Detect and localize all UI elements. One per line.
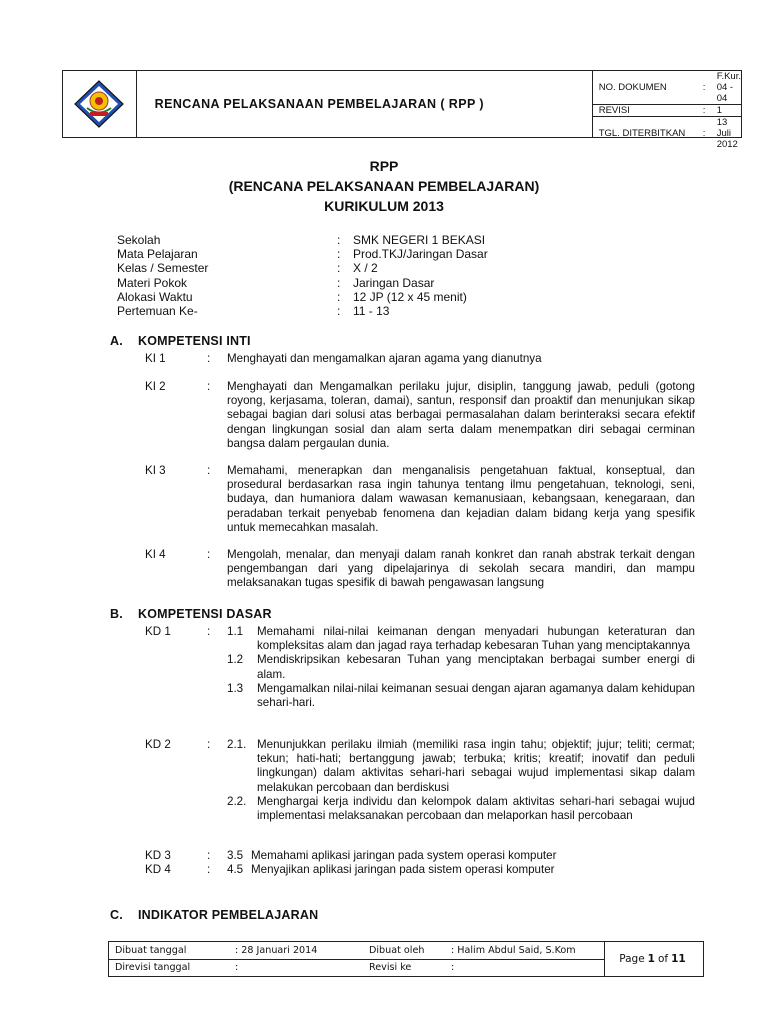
identity-row (117, 290, 653, 304)
section-title: INDIKATOR PEMBELAJARAN (138, 908, 319, 922)
ki-text: Memahami, menerapkan dan menganalisis pengetahuan faktual, konseptual, dan prosedural berdasarkan rasa ingin tahunya tentang ilmu pengetahuan, teknologi, seni, budaya, dan humaniora dalam wawasan kemanusiaan, kebangsaan, kenegaraan, dan peradaban terkait penyebab fenomena dan kejadian dalam bidang kerja yang spesifik untuk memecahkan masalah. (227, 464, 695, 534)
school-logo (73, 79, 125, 129)
kd-item (227, 795, 695, 823)
kd-items (227, 863, 695, 877)
kd-number: 3.5 (227, 849, 244, 862)
identity-label: Pertemuan Ke- (117, 304, 198, 319)
section-letter: C. (110, 908, 123, 922)
identity-colon: : (337, 289, 341, 304)
logo-cell (63, 71, 137, 137)
footer-value: : (451, 962, 455, 974)
kd-number: 2.1. (227, 738, 247, 751)
kd-item (227, 849, 695, 863)
footer-label: Direvisi tanggal (115, 962, 191, 974)
kd-text: Menghargai kerja individu dan kelompok dalam aktivitas sehari-hari sebagai wujud implementasi melaksanakan percobaan dan melaporkan hasil percobaan (257, 794, 695, 823)
ki-label: KI 2 (145, 380, 166, 393)
page-indicator (605, 942, 703, 976)
kd-item (227, 863, 695, 877)
kd-items (227, 738, 695, 823)
identity-colon: : (337, 247, 341, 262)
identity-colon: : (337, 261, 341, 276)
section-b-heading (110, 607, 272, 621)
ki-colon: : (207, 548, 211, 561)
kd-text: Mengamalkan nilai-nilai keimanan sesuai dengan ajaran agamanya dalam kehidupan sehari-hari. (257, 681, 695, 710)
ki-4 (145, 548, 695, 591)
meta-label: TGL. DITERBITKAN (598, 128, 686, 140)
kd-3 (145, 849, 695, 863)
document-title (0, 156, 768, 216)
identity-label: Kelas / Semester (117, 261, 209, 276)
identity-label: Materi Pokok (117, 275, 188, 290)
kd-label: KD 2 (145, 738, 171, 751)
kd-label: KD 3 (145, 849, 171, 862)
meta-label: REVISI (598, 105, 630, 116)
section-c-heading (110, 908, 318, 922)
title-line-3: KURIKULUM 2013 (324, 198, 444, 214)
identity-row (117, 247, 653, 261)
section-a-heading (110, 334, 251, 348)
identity-value: X / 2 (353, 261, 378, 276)
identity-row (117, 261, 653, 275)
kd-text: Mendiskripsikan kebesaran Tuhan yang menciptakan berbagai sumber energi di alam. (257, 653, 695, 681)
footer-value: : 28 Januari 2014 (235, 944, 318, 956)
kd-text: Menunjukkan perilaku ilmiah (memiliki rasa ingin tahu; objektif; jujur; teliti; cermat; tekun; hati-hati; bertanggung jawab; terbuka; kritis; kreatif; inovatif dan peduli lingkungan) dalam aktivitas sehari-hari sebagai wujud implementasi sikap dalam melakukan percobaan dan berdiskusi (257, 738, 695, 794)
kd-items (227, 625, 695, 710)
kd-text: Memahami aplikasi jaringan pada system operasi komputer (251, 849, 557, 862)
identity-value: SMK NEGERI 1 BEKASI (353, 233, 486, 247)
ki-colon: : (207, 464, 211, 477)
identity-value: 12 JP (12 x 45 menit) (353, 289, 467, 304)
identity-row (117, 276, 653, 290)
footer-info (109, 942, 605, 976)
meta-value: 13 Juli 2012 (716, 117, 738, 151)
ki-colon: : (207, 380, 211, 393)
identity-value: Jaringan Dasar (353, 275, 435, 290)
ki-label: KI 4 (145, 548, 166, 561)
kd-text: Memahami nilai-nilai keimanan dengan menyadari hubungan keteraturan dan kompleksitas alam dan jagad raya terhadap kebesaran Tuhan yang menciptakannya (257, 625, 695, 653)
ki-2 (145, 380, 695, 451)
ki-label: KI 3 (145, 464, 166, 477)
title-line-1: RPP (369, 158, 399, 174)
header-title: RENCANA PELAKSANAAN PEMBELAJARAN ( RPP ) (137, 71, 593, 137)
page-total: 11 (671, 953, 686, 965)
identity-value: 11 - 13 (353, 304, 390, 319)
page-word: Page (619, 953, 645, 965)
section-title: KOMPETENSI DASAR (138, 607, 272, 621)
kd-number: 1.3 (227, 681, 244, 695)
footer-value: : Halim Abdul Said, S.Kom (451, 944, 576, 956)
kd-2 (145, 738, 695, 823)
ki-3 (145, 464, 695, 535)
title-line-2: (RENCANA PELAKSANAAN PEMBELAJARAN) (228, 178, 540, 194)
kd-item (227, 682, 695, 710)
identity-colon: : (337, 275, 341, 290)
document-meta (593, 71, 741, 151)
kd-label: KD 1 (145, 625, 171, 638)
footer-row-created (109, 942, 604, 960)
kd-number: 4.5 (227, 863, 244, 876)
kd-colon: : (207, 863, 211, 876)
ki-text: Menghayati dan mengamalkan ajaran agama yang dianutnya (227, 352, 542, 365)
meta-row-no-dokumen (593, 71, 741, 105)
meta-colon: : (702, 82, 706, 93)
identity-label: Mata Pelajaran (117, 247, 198, 262)
identity-row (117, 304, 653, 318)
meta-row-revisi (593, 105, 741, 117)
document-footer (108, 941, 704, 977)
footer-label: Dibuat tanggal (115, 944, 187, 956)
section-letter: B. (110, 607, 123, 621)
meta-row-tgl-diterbitkan (593, 117, 741, 150)
document-header (62, 70, 742, 151)
kd-number: 2.2. (227, 794, 247, 808)
kd-item (227, 738, 695, 795)
section-letter: A. (110, 334, 123, 348)
kd-text: Menyajikan aplikasi jaringan pada sistem operasi komputer (251, 863, 555, 876)
kd-colon: : (207, 738, 211, 751)
page-of: of (657, 953, 669, 965)
identity-row (117, 233, 653, 247)
meta-colon: : (702, 105, 706, 117)
ki-text: Menghayati dan Mengamalkan perilaku jujur, disiplin, tanggung jawab, peduli (gotong royong, kerjasama, toleran, damai), santun, responsif dan proaktif dan menunjukan sikap sebagai bagian dari solusi atas berbagai permasalahan dalam berinteraksi secara efektif dengan lingkungan sosial dan alam serta dalam menempatkan diri sebagai cerminan bangsa dalam pergaulan dunia. (227, 380, 695, 450)
ki-1 (145, 352, 695, 366)
identity-label: Alokasi Waktu (117, 289, 193, 304)
footer-label: Dibuat oleh (369, 944, 425, 956)
page-current: 1 (647, 953, 655, 965)
kd-1 (145, 625, 695, 710)
kd-number: 1.2 (227, 653, 244, 667)
meta-value: F.Kur. 04 - 04 (716, 71, 741, 104)
kd-item (227, 653, 695, 681)
footer-label: Revisi ke (369, 962, 412, 974)
section-title: KOMPETENSI INTI (138, 334, 251, 348)
ki-label: KI 1 (145, 352, 166, 365)
footer-value: : (235, 962, 239, 974)
kd-4 (145, 863, 695, 877)
identity-label: Sekolah (117, 233, 161, 247)
meta-value: 1 (716, 105, 722, 117)
kd-label: KD 4 (145, 863, 171, 876)
identity-colon: : (337, 233, 341, 247)
kd-items (227, 849, 695, 863)
kd-colon: : (207, 625, 211, 638)
kd-colon: : (207, 849, 211, 862)
ki-text: Mengolah, menalar, dan menyaji dalam ranah konkret dan ranah abstrak terkait dengan pengembangan dari yang dipelajarinya di sekolah secara mandiri, dan mampu melaksanakan tugas spesifik di bawah pengawasan langsung (227, 548, 695, 590)
identity-table (117, 233, 653, 318)
meta-label: NO. DOKUMEN (598, 81, 667, 93)
meta-colon: : (702, 128, 706, 140)
identity-colon: : (337, 304, 341, 319)
kd-item (227, 625, 695, 653)
kd-number: 1.1 (227, 625, 244, 638)
ki-colon: : (207, 352, 211, 365)
identity-value: Prod.TKJ/Jaringan Dasar (353, 247, 488, 262)
footer-row-revised (109, 960, 604, 977)
